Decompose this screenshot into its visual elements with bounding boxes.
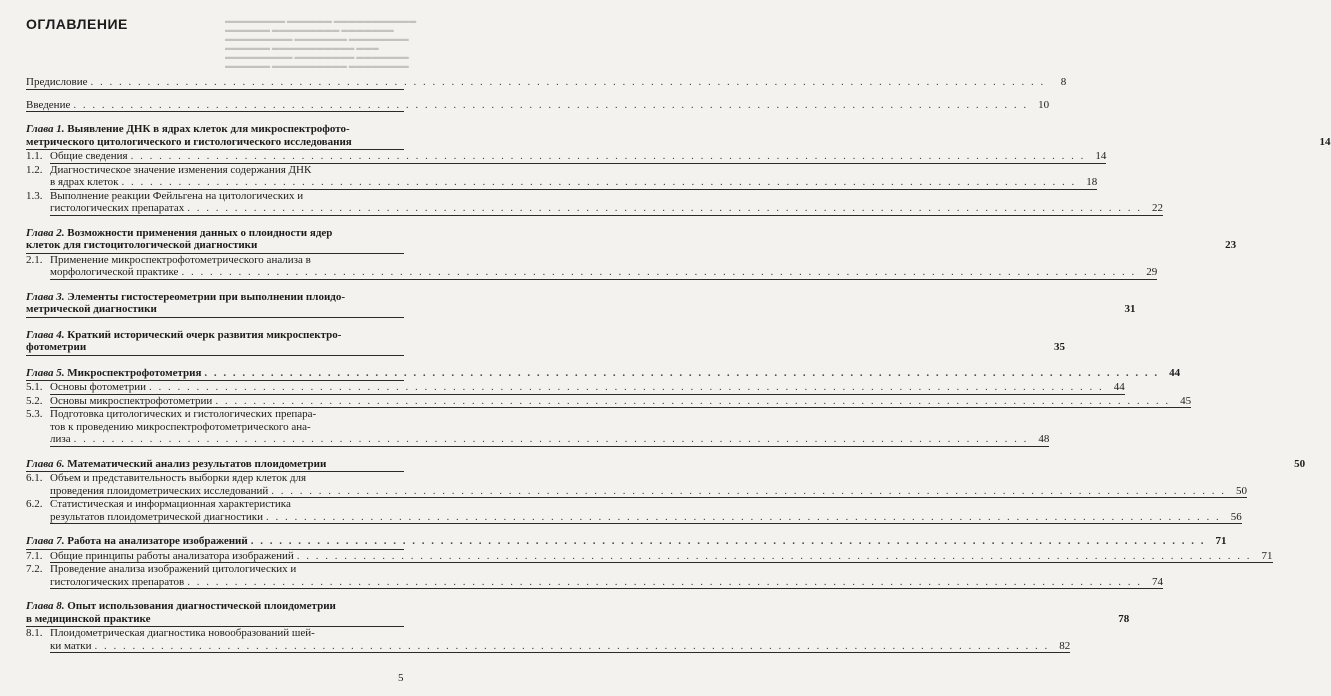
- section-title-line2: ки матки: [50, 639, 92, 652]
- page-number: 35: [1053, 341, 1065, 353]
- show-through-text: ▬▬▬▬▬▬▬▬ ▬▬▬▬▬▬ ▬▬▬▬▬▬▬▬▬▬▬ ▬▬▬▬▬▬ ▬▬▬▬▬▬▬▬▬ ▬▬▬▬▬▬▬ ▬▬▬▬▬▬▬▬▬ ▬▬▬▬▬▬▬ ▬▬▬▬▬▬▬▬ ▬▬▬▬▬▬ ▬▬▬▬▬▬▬▬▬▬▬ ▬▬▬ ▬▬▬▬▬▬▬▬▬ ▬▬▬▬▬▬▬▬ ▬▬▬▬▬▬▬ ▬▬▬▬▬▬ ▬▬▬▬▬▬▬▬▬▬ ▬▬▬▬▬▬▬▬: [225, 16, 417, 70]
- chapter-label: Глава 3.: [26, 290, 65, 303]
- section-title-line2: проведения плоидометрических исследований: [50, 484, 269, 497]
- section-title-line1: Плоидометрическая диагностика новообразований шей-: [50, 627, 315, 639]
- chapter-title-line2: метрического цитологического и гистологического исследования: [26, 135, 352, 148]
- chapter-title-line2: метрической диагностики: [26, 303, 157, 315]
- leader-dots: [271, 485, 1226, 498]
- section-title-line1: Подготовка цитологических и гистологических препара-: [50, 408, 317, 420]
- section-number: 5.1.: [26, 381, 43, 393]
- section-title-line1: Статистическая и информационная характеристика: [50, 498, 291, 510]
- section-title: Общие сведения: [50, 150, 128, 162]
- section-number: 8.1.: [26, 627, 43, 639]
- chapter-label: Глава 4.: [26, 328, 65, 341]
- page-number: 56: [1230, 510, 1242, 523]
- toc-section-8-1[interactable]: [26, 627, 1071, 653]
- chapter-label: Глава 1.: [26, 123, 65, 135]
- toc-section-5-3[interactable]: [26, 408, 1050, 447]
- toc-chapter-3[interactable]: [26, 290, 1136, 318]
- chapter-title-line2: фотометрии: [26, 341, 87, 353]
- section-title-line1: Выполнение реакции Фейльгена на цитологических и: [50, 189, 304, 202]
- toc-section-6-1[interactable]: [26, 472, 1248, 498]
- chapter-title-line1: Элементы гистостереометрии при выполнении плоидо-: [67, 290, 346, 303]
- leader-dots: [149, 381, 1104, 394]
- page-number: 8: [1060, 76, 1067, 88]
- section-number: 7.2.: [26, 563, 43, 575]
- page-number: 74: [1151, 575, 1163, 588]
- page-number: 71: [1215, 535, 1227, 547]
- section-title-line1: Применение микроспектрофотометрического анализа в: [50, 253, 311, 266]
- leader-dots: [297, 550, 1252, 563]
- leader-dots: [187, 202, 1142, 215]
- toc-chapter-4[interactable]: [26, 328, 1065, 356]
- leader-dots: [215, 395, 1170, 408]
- leader-dots: [251, 535, 1206, 548]
- page-number: 31: [1124, 303, 1136, 315]
- toc-section-7-2[interactable]: [26, 563, 1163, 589]
- section-title-line1: Проведение анализа изображений цитологических и: [50, 563, 297, 575]
- page-number: 10: [1038, 98, 1050, 111]
- toc-section-5-2[interactable]: [26, 394, 1192, 409]
- page-number: 18: [1086, 176, 1098, 188]
- leader-dots: [204, 367, 1159, 380]
- page-number: 29: [1146, 266, 1158, 278]
- section-title-line2: тов к проведению микроспектрофотометрического ана-: [50, 420, 311, 433]
- section-title-line2: в ядрах клеток: [50, 176, 119, 188]
- leader-dots: [187, 576, 1142, 589]
- section-title-line1: Диагностическое значение изменения содержания ДНК: [50, 163, 312, 176]
- page-number: 44: [1113, 381, 1125, 393]
- section-title-line1: Объем и представительность выборки ядер клеток для: [50, 472, 307, 484]
- toc-section-5-1[interactable]: [26, 381, 1125, 395]
- entry-label: Предисловие: [26, 76, 88, 88]
- chapter-title-line2: клеток для гистоцитологической диагностики: [26, 239, 258, 251]
- toc-section-1-2[interactable]: [26, 163, 1098, 190]
- toc-section-7-1[interactable]: [26, 549, 1273, 564]
- leader-dots: [131, 150, 1086, 163]
- page-number: 22: [1151, 202, 1163, 214]
- chapter-label: Глава 7.: [26, 535, 65, 547]
- chapter-title-line1: Возможности применения данных о плоидности ядер: [67, 226, 333, 239]
- toc-section-1-1[interactable]: [26, 150, 1107, 164]
- page-number: 78: [1118, 612, 1130, 625]
- leader-dots: [121, 176, 1076, 189]
- toc-entry-preface[interactable]: [26, 76, 1067, 90]
- leader-dots: [181, 266, 1136, 279]
- toc-entry-intro[interactable]: [26, 98, 1050, 113]
- toc-chapter-1[interactable]: [26, 123, 1331, 150]
- toc-section-2-1[interactable]: [26, 253, 1158, 280]
- section-title: Основы микроспектрофотометрии: [50, 394, 213, 407]
- chapter-title-line1: Выявление ДНК в ядрах клеток для микроспектрофото-: [67, 123, 350, 135]
- leader-dots: [266, 511, 1221, 524]
- toc-chapter-5[interactable]: [26, 366, 1181, 382]
- chapter-label: Глава 2.: [26, 226, 65, 239]
- page-number: 82: [1059, 639, 1071, 652]
- toc-chapter-2[interactable]: [26, 226, 1237, 254]
- page-number: 50: [1236, 484, 1248, 497]
- section-title-line2: гистологических препаратов: [50, 575, 185, 588]
- section-title: Общие принципы работы анализатора изображений: [50, 549, 294, 562]
- chapter-label: Глава 6.: [26, 457, 65, 470]
- section-title-line2: морфологической практике: [50, 266, 179, 278]
- page-number: 45: [1180, 394, 1192, 407]
- chapter-title-line1: Опыт использования диагностической плоидометрии: [67, 600, 336, 612]
- section-title-line3: лиза: [50, 433, 71, 445]
- page-number: 44: [1169, 366, 1181, 379]
- toc-chapter-6[interactable]: [26, 457, 1306, 473]
- chapter-title-line1: Математический анализ результатов плоидометрии: [67, 457, 327, 470]
- page-number: 14: [1095, 150, 1107, 162]
- page-number: 50: [1294, 457, 1306, 470]
- table-of-contents: [26, 16, 1331, 653]
- page-number: 23: [1225, 239, 1237, 251]
- section-number: 1.3.: [26, 189, 43, 202]
- chapter-title-line1: Микроспектрофотометрия: [67, 366, 202, 379]
- chapter-title-line1: Краткий исторический очерк развития микроспектро-: [67, 328, 342, 341]
- section-number: 6.2.: [26, 498, 43, 510]
- section-title-line2: результатов плоидометрической диагностики: [50, 510, 264, 523]
- leader-dots: [73, 99, 1028, 112]
- page-number: 71: [1261, 549, 1273, 562]
- page-folio: 5: [398, 672, 404, 684]
- chapter-title-line1: Работа на анализаторе изображений: [67, 535, 248, 547]
- toc-chapter-8[interactable]: [26, 600, 1130, 627]
- leader-dots: [74, 433, 1029, 446]
- chapter-title-line2: в медицинской практике: [26, 612, 151, 625]
- leader-dots: [91, 76, 1046, 89]
- page-title: ОГЛАВЛЕНИЕ: [26, 16, 128, 32]
- section-number: 1.1.: [26, 150, 43, 162]
- entry-label: Введение: [26, 98, 71, 111]
- toc-section-1-3[interactable]: [26, 189, 1163, 216]
- section-number: 2.1.: [26, 253, 43, 266]
- section-number: 7.1.: [26, 549, 43, 562]
- section-number: 5.3.: [26, 408, 43, 420]
- toc-chapter-7[interactable]: [26, 535, 1227, 550]
- page-number: 14: [1319, 135, 1331, 148]
- section-number: 5.2.: [26, 394, 43, 407]
- section-number: 6.1.: [26, 472, 43, 484]
- chapter-label: Глава 8.: [26, 600, 65, 612]
- page-number: 48: [1038, 433, 1050, 445]
- section-title: Основы фотометрии: [50, 381, 147, 393]
- section-title-line2: гистологических препаратах: [50, 202, 185, 214]
- section-number: 1.2.: [26, 163, 43, 176]
- leader-dots: [95, 640, 1050, 653]
- chapter-label: Глава 5.: [26, 366, 65, 379]
- toc-section-6-2[interactable]: [26, 498, 1242, 524]
